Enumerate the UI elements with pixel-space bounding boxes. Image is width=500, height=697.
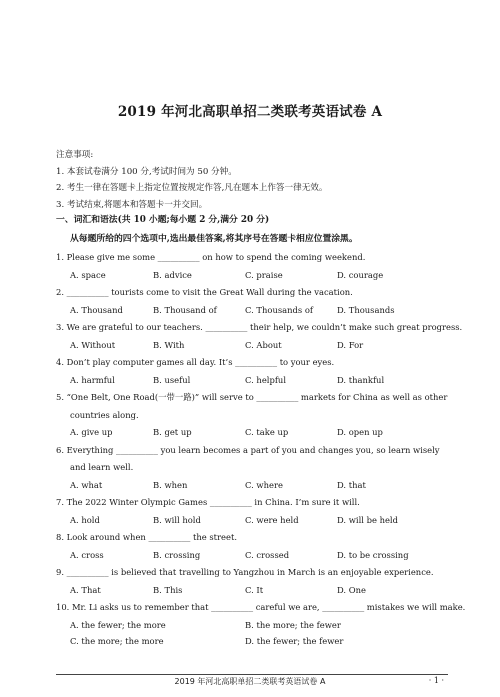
option: A. space <box>70 269 106 280</box>
option: B. will hold <box>153 514 201 525</box>
question-item <box>56 599 466 650</box>
option: B. Thousand of <box>153 304 217 315</box>
option: C. where <box>245 479 283 490</box>
option: C. crossed <box>245 549 290 560</box>
option: A. what <box>70 479 103 490</box>
question-list <box>56 249 466 650</box>
option: C. were held <box>245 514 299 525</box>
option: D. courage <box>337 269 384 280</box>
question-stem: 8. Look around when __________ the street. <box>56 532 237 542</box>
question-item <box>56 442 448 495</box>
question-item <box>56 564 448 599</box>
option: A. That <box>70 584 101 595</box>
option: A. Without <box>70 339 116 350</box>
option-row <box>56 582 448 600</box>
option: D. open up <box>337 427 383 437</box>
option: C. the more; the more <box>70 636 164 646</box>
option: A. give up <box>70 427 113 437</box>
option: B. This <box>153 584 183 595</box>
option: B. With <box>153 339 185 350</box>
option: C. About <box>245 339 282 350</box>
question-stem: 6. Everything __________ you learn becomes a part of you and changes you, so learn wisely and learn well. <box>56 444 440 472</box>
question-stem: 1. Please give me some __________ on how to spend the coming weekend. <box>56 252 366 262</box>
option: D. to be crossing <box>337 549 409 560</box>
option: D. For <box>337 339 364 350</box>
option-row <box>56 477 448 495</box>
question-stem: 3. We are grateful to our teachers. __________ their help, we couldn’t make such great progress. <box>56 322 463 332</box>
option: B. useful <box>153 374 191 385</box>
option: A. harmful <box>70 374 115 385</box>
option-row <box>56 302 448 320</box>
notes-section <box>56 147 327 213</box>
page-title: 2019 年河北高职单招二类联考英语试卷 A <box>117 104 383 120</box>
option-row <box>56 372 448 390</box>
option: C. take up <box>245 427 289 437</box>
option: C. helpful <box>245 374 286 385</box>
option: D. the fewer; the fewer <box>245 636 344 646</box>
option: B. get up <box>153 427 192 437</box>
question-stem: 9. __________ is believed that travelling to Yangzhou in March is an enjoyable experience. <box>56 567 434 577</box>
option: C. Thousands of <box>245 304 313 315</box>
option: A. hold <box>70 514 100 525</box>
notes-item: 1. 本套试卷满分 100 分,考试时间为 50 分钟。 <box>56 166 237 177</box>
option: A. the fewer; the more <box>70 619 166 630</box>
option: B. advice <box>153 269 192 280</box>
footer-divider <box>56 674 448 675</box>
option: C. praise <box>245 269 283 280</box>
option-row <box>56 547 448 565</box>
option: D. Thousands <box>337 304 395 315</box>
question-stem: 7. The 2022 Winter Olympic Games __________ in China. I’m sure it will. <box>56 497 360 507</box>
notes-item: 2. 考生一律在答题卡上指定位置按规定作答,凡在题本上作答一律无效。 <box>56 183 328 193</box>
option-row <box>56 267 448 285</box>
option-row <box>56 512 448 530</box>
option: D. One <box>337 584 366 595</box>
section-instruction: 从每题所给的四个选项中,选出最佳答案,将其序号在答题卡相应位置涂黑。 <box>70 234 358 244</box>
question-item <box>56 249 448 284</box>
question-item <box>56 529 448 564</box>
question-stem: 2. __________ tourists come to visit the Great Wall during the vacation. <box>56 287 353 297</box>
option: B. when <box>153 479 188 490</box>
option: B. the more; the fewer <box>245 619 341 630</box>
notes-heading: 注意事项: <box>56 150 94 160</box>
question-item <box>56 389 448 442</box>
option: D. that <box>337 479 366 490</box>
question-stem: 5. “One Belt, One Road(一带一路)” will serve to __________ markets for China as well as other countries along. <box>56 392 448 420</box>
question-item <box>56 494 448 529</box>
question-stem: 4. Don’t play computer games all day. It’s __________ to your eyes. <box>56 357 335 367</box>
option-row <box>56 617 448 650</box>
option: B. crossing <box>153 549 201 560</box>
section-heading: 一、词汇和语法(共 10 小题;每小题 2 分,满分 20 分) <box>56 215 270 225</box>
option-row <box>56 424 448 442</box>
option: C. It <box>245 584 264 595</box>
option: A. Thousand <box>70 304 123 315</box>
option: D. will be held <box>337 514 398 525</box>
option: A. cross <box>70 549 104 560</box>
option: D. thankful <box>337 374 385 385</box>
page-number: · 1 · <box>428 676 444 685</box>
option-row <box>56 337 448 355</box>
question-item <box>56 284 448 319</box>
question-stem: 10. Mr. Li asks us to remember that __________ careful we are, __________ mistakes we will make. <box>56 602 466 612</box>
footer-title: 2019 年河北高职单招二类联考英语试卷 A <box>174 677 326 686</box>
question-item <box>56 354 448 389</box>
notes-item: 3. 考试结束,将题本和答题卡一并交回。 <box>56 199 208 210</box>
question-item <box>56 319 463 354</box>
